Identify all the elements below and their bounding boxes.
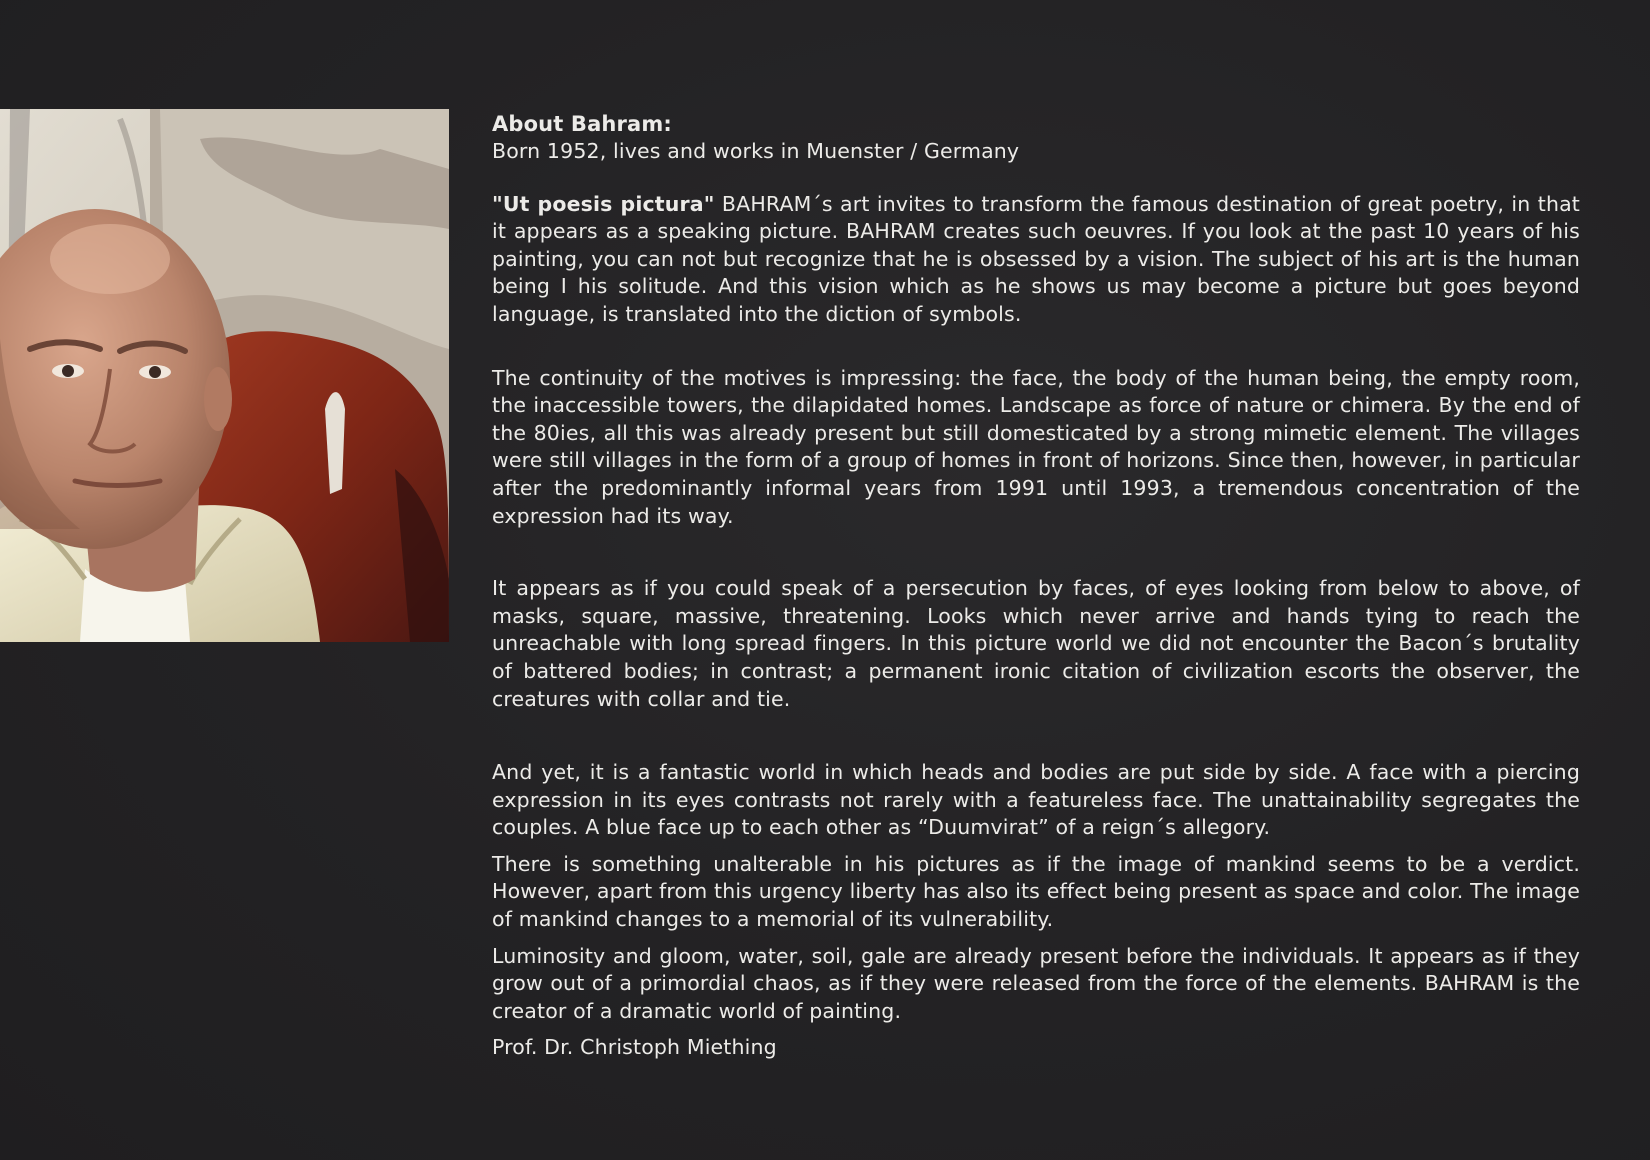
lead-quote: "Ut poesis pictura" (492, 191, 715, 216)
artist-portrait-photo (0, 109, 449, 642)
essay-paragraph-2: The continuity of the motives is impressing: the face, the body of the human being, the empty room, the inaccessible towers, the dilapidated homes. Landscape as force of nature or chimera. By the end of the 80ies, all this was already present but still domesticated by a strong mimetic element. The villages were still villages in the form of a group of homes in front of horizons. Since then, however, in particular after the predominantly informal years from 1991 until 1993, a tremendous concentration of the expression had its way. (492, 365, 1580, 528)
portrait-illustration (0, 109, 449, 642)
about-heading: About Bahram: (492, 112, 672, 136)
essay-paragraph-1 (492, 191, 1580, 329)
essay-paragraph-5: There is something unalterable in his pictures as if the image of mankind seems to be a verdict. However, apart from this urgency liberty has also its effect being present as space and color. The image of mankind changes to a memorial of its vulnerability. (492, 851, 1580, 932)
author-signature: Prof. Dr. Christoph Miething (492, 1035, 777, 1060)
paragraph-1-text: BAHRAM´s art invites to transform the famous destination of great poetry, in that it appears as a speaking picture. BAHRAM creates such oeuvres. If you look at the past 10 years of his painting, you can not but recognize that he is obsessed by a vision. The subject of his art is the human being I his solitude. And this vision which as he shows us may become a picture but goes beyond language, is translated into the diction of symbols. (492, 191, 1580, 326)
about-text-column (492, 110, 1580, 1062)
essay-paragraph-3: It appears as if you could speak of a persecution by faces, of eyes looking from below to above, of masks, square, massive, threatening. Looks which never arrive and hands tying to reach the unreachable with long spread fingers. In this picture world we did not encounter the Bacon´s brutality of battered bodies; in contrast; a permanent ironic citation of civilization escorts the observer, the creatures with collar and tie. (492, 576, 1580, 711)
essay-paragraph-4: And yet, it is a fantastic world in which heads and bodies are put side by side. A face with a piercing expression in its eyes contrasts not rarely with a featureless face. The unattainability segregates the couples. A blue face up to each other as “Duumvirat” of a reign´s allegory. (492, 760, 1580, 840)
essay-paragraph-6: Luminosity and gloom, water, soil, gale are already present before the individuals. It appears as if they grow out of a primordial chaos, as if they were released from the force of the elements. BAHRAM is the creator of a dramatic world of painting. (492, 943, 1580, 1023)
born-line: Born 1952, lives and works in Muenster / Germany (492, 139, 1020, 163)
